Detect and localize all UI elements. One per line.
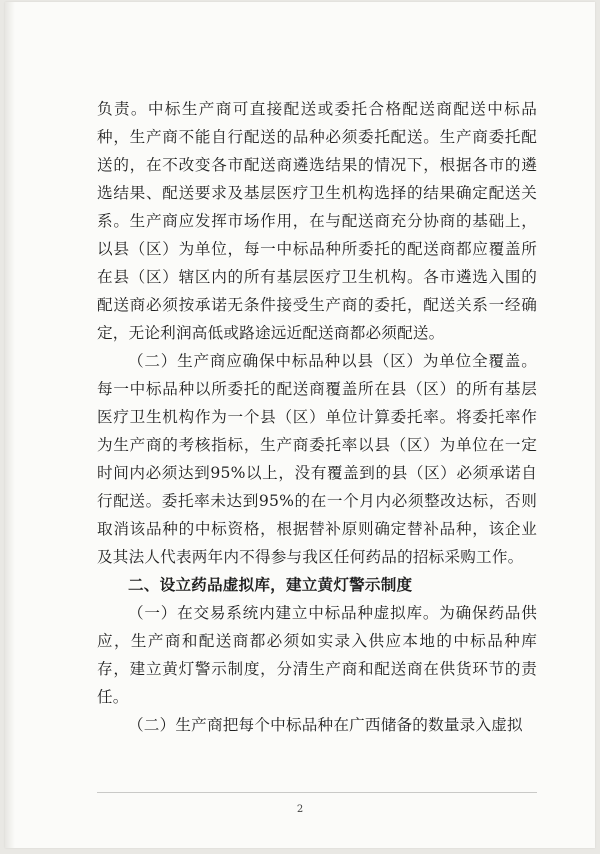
- page-edge-shadow: [5, 2, 15, 848]
- footer-divider: [97, 792, 537, 793]
- paragraph-continuation: 负责。中标生产商可直接配送或委托合格配送商配送中标品种，生产商不能自行配送的品种必须委托配送。生产商委托配送的，在不改变各市配送商遴选结果的情况下，根据各市的遴选结果、配送要求及基层医疗卫生机构选择的结果确定配送关系。生产商应发挥市场作用，在与配送商充分协商的基础上，以县（区）为单位，每一中标品种所委托的配送商都应覆盖所在县（区）辖区内的所有基层医疗卫生机构。各市遴选入围的配送商必须按承诺无条件接受生产商的委托，配送关系一经确定，无论利润高低或路途远近配送商都必须配送。: [97, 100, 537, 342]
- paragraph-item-1: （一）在交易系统内建立中标品种虚拟库。为确保药品供应，生产商和配送商都必须如实录入供应本地的中标品种库存，建立黄灯警示制度，分清生产商和配送商在供货环节的责任。: [97, 604, 537, 706]
- document-page: [5, 2, 595, 848]
- paragraph-item-2: （二）生产商应确保中标品种以县（区）为单位全覆盖。每一中标品种以所委托的配送商覆盖所在县（区）的所有基层医疗卫生机构作为一个县（区）单位计算委托率。将委托率作为生产商的考核指标，生产商委托率以县（区）为单位在一定时间内必须达到95%以上，没有覆盖到的县（区）必须承诺自行配送。委托率未达到95%的在一个月内必须整改达标，否则取消该品种的中标资格，根据替补原则确定替补品种，该企业及其法人代表两年内不得参与我区任何药品的招标采购工作。: [97, 352, 537, 566]
- paragraph-item-2-partial: （二）生产商把每个中标品种在广西储备的数量录入虚拟: [128, 716, 523, 734]
- section-heading: 二、设立药品虚拟库，建立黄灯警示制度: [128, 575, 413, 594]
- page-number: 2: [296, 804, 304, 815]
- document-body: [97, 95, 537, 739]
